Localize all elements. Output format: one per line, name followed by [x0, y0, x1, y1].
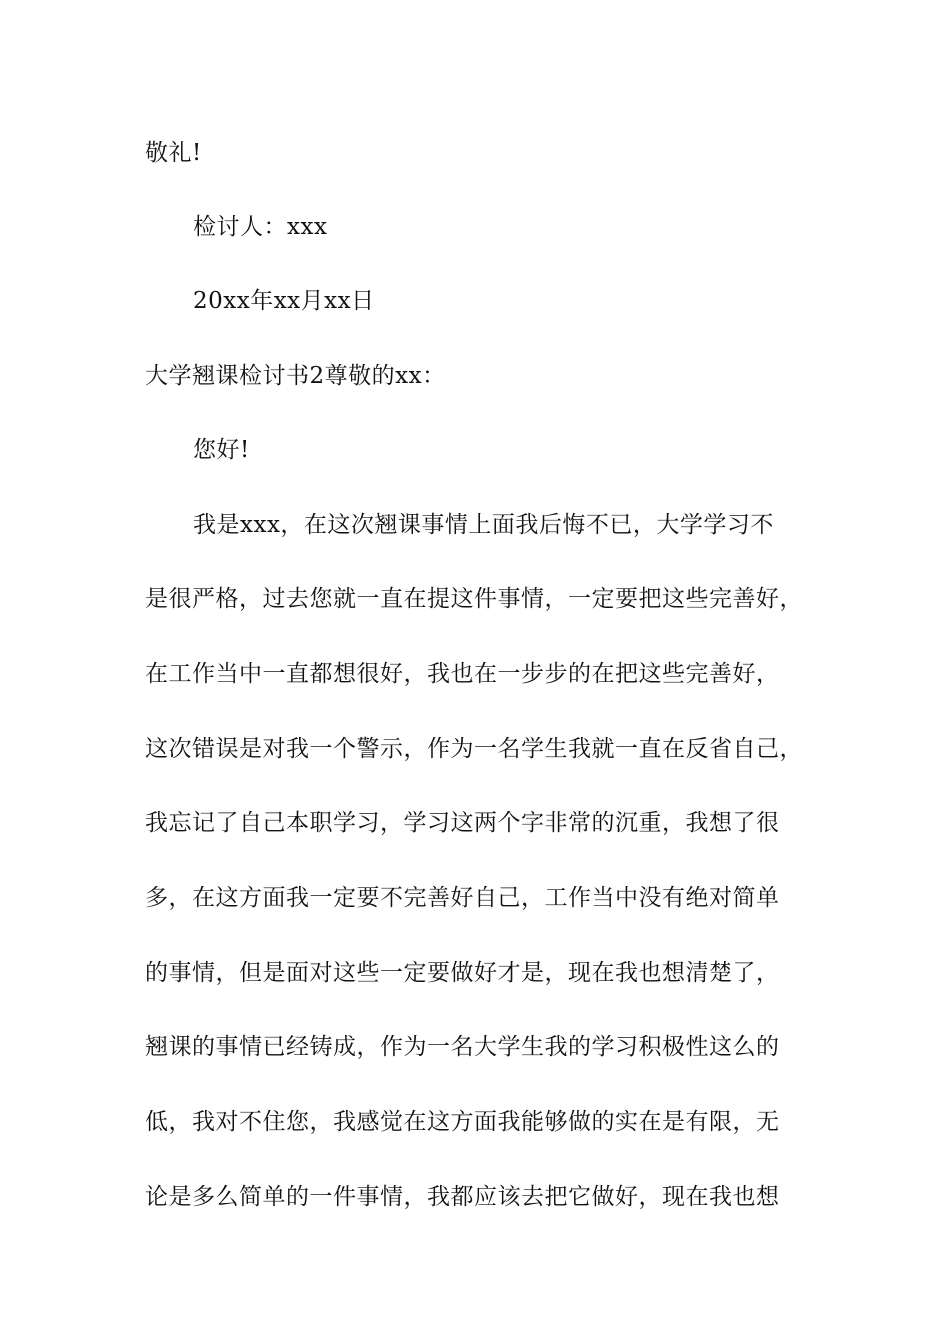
- signer-line: 检讨人：xxx: [193, 214, 328, 240]
- greeting-line: 您好!: [193, 437, 250, 463]
- body-line: 在工作当中一直都想很好，我也在一步步的在把这些完善好，: [145, 661, 780, 687]
- body-line: 我忘记了自己本职学习，学习这两个字非常的沉重，我想了很: [145, 810, 780, 836]
- body-line: 低，我对不住您，我感觉在这方面我能够做的实在是有限，无: [145, 1109, 780, 1135]
- body-line: 翘课的事情已经铸成，作为一名大学生我的学习积极性这么的: [145, 1034, 780, 1060]
- body-line: 我是xxx，在这次翘课事情上面我后悔不已，大学学习不: [193, 512, 774, 538]
- section-heading: 大学翘课检讨书2尊敬的xx：: [145, 363, 446, 389]
- closing-salutation: 敬礼!: [145, 140, 202, 166]
- body-line: 论是多么简单的一件事情，我都应该去把它做好，现在我也想: [145, 1184, 780, 1210]
- date-line: 20xx年xx月xx日: [193, 288, 375, 314]
- body-line: 是很严格，过去您就一直在提这件事情，一定要把这些完善好，: [145, 586, 803, 612]
- body-line: 这次错误是对我一个警示，作为一名学生我就一直在反省自己，: [145, 736, 803, 762]
- body-line: 多，在这方面我一定要不完善好自己，工作当中没有绝对简单: [145, 885, 780, 911]
- body-line: 的事情，但是面对这些一定要做好才是，现在我也想清楚了，: [145, 960, 780, 986]
